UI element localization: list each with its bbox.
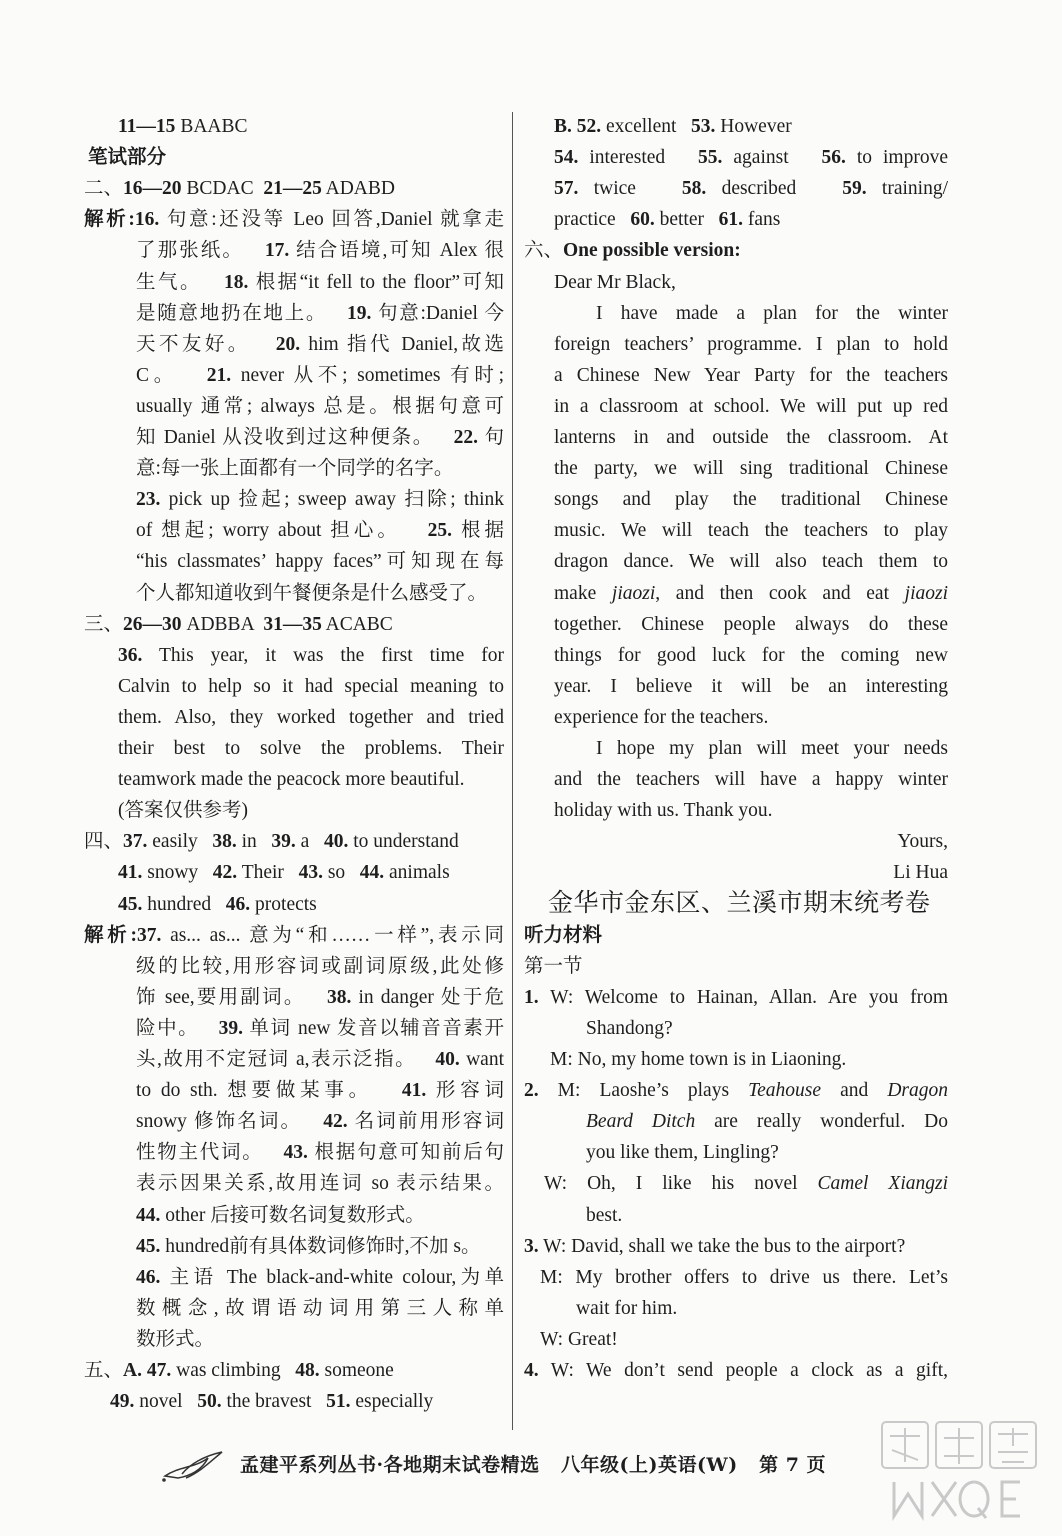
left-line: of 想起; worry about 担心。 25. 根据 [136, 520, 504, 542]
left-line: 数形式。 [136, 1328, 215, 1350]
right-line: 第一节 [524, 955, 583, 977]
right-line: I hope my plan will meet your needs [596, 738, 948, 759]
right-line: I have made a plan for the winter [596, 302, 948, 324]
left-line: “his classmates’ happy faces”可知现在每 [136, 551, 504, 573]
left-line: 险中。 39. 单词 new 发音以辅音音素开 [136, 1017, 504, 1039]
right-line: M: My brother offers to drive us there. Let’s [540, 1266, 948, 1288]
left-line: 表示因果关系,故用连词 so 表示结果。 [136, 1173, 504, 1195]
right-line: Shandong? [586, 1017, 673, 1039]
right-line: wait for him. [576, 1297, 678, 1319]
right-line: Dear Mr Black, [554, 271, 676, 293]
left-line: 46. 主语 The black-and-white colour,为单 [136, 1266, 504, 1288]
left-line: 45. hundred 46. protects [118, 893, 317, 915]
bird-logo-icon [160, 1446, 230, 1486]
left-line: to do sth. 想要做某事。 41. 形容词 [136, 1080, 504, 1102]
right-line: foreign teachers’ programme. I plan to hold [554, 333, 948, 355]
left-line: (答案仅供参考) [118, 800, 248, 822]
left-line: 四、37. easily 38. in 39. a 40. to understand [84, 831, 459, 853]
left-line: 五、A. 47. was climbing 48. someone [84, 1360, 394, 1381]
left-line: 天不友好。 20. him 指代 Daniel,故选 [136, 333, 504, 355]
right-line: 54. interested 55. against 56. to improve [554, 147, 948, 169]
right-line: 3. W: David, shall we take the bus to the airport? [524, 1235, 906, 1257]
left-line: 三、26—30 ADBBA 31—35 ACABC [84, 613, 393, 635]
right-line: year. I believe it will be an interesting [554, 675, 948, 697]
left-line: 45. hundred前有具体数词修饰时,不加 s。 [136, 1235, 481, 1257]
right-line: together. Chinese people always do these [554, 613, 948, 635]
right-line: songs and play the traditional Chinese [554, 489, 948, 511]
left-line: 数概念,故谓语动词用第三人称单 [136, 1297, 504, 1319]
left-line: 二、16—20 BCDAC 21—25 ADABD [84, 178, 395, 200]
left-line: 生气。 18. 根据“it fell to the floor”可知 [136, 271, 504, 293]
left-line: 个人都知道收到午餐便条是什么感受了。 [136, 582, 488, 604]
right-line: holiday with us. Thank you. [554, 800, 773, 822]
left-line: Calvin to help so it had special meaning to [118, 675, 504, 697]
right-line: M: No, my home town is in Liaoning. [550, 1049, 847, 1070]
right-line: 六、One possible version: [524, 240, 741, 262]
right-line: things for good luck for the coming new [554, 644, 948, 666]
left-line: them. Also, they worked together and tried [118, 706, 504, 728]
left-line: 了那张纸。 17. 结合语境,可知 Alex 很 [136, 240, 504, 262]
left-line: 笔试部分 [88, 147, 167, 169]
right-line: W: Oh, I like his novel Camel Xiangzi [544, 1173, 948, 1195]
right-line: 57. twice 58. described 59. training/ [554, 178, 948, 200]
left-line: C。 21. never 从不; sometimes 有时; [136, 364, 504, 386]
left-line: 解析:16. 句意:还没等 Leo 回答,Daniel 就拿走 [84, 209, 504, 231]
right-line: W: Great! [540, 1328, 618, 1350]
right-line: dragon dance. We will also teach them to [554, 551, 948, 573]
right-line: you like them, Lingling? [586, 1142, 779, 1164]
left-line: 饰 see,要用副词。 38. in danger 处于危 [136, 986, 504, 1008]
left-line: 49. novel 50. the bravest 51. especially [110, 1391, 434, 1413]
left-line: 11—15 BAABC [118, 116, 248, 137]
right-line: experience for the teachers. [554, 706, 769, 728]
right-line: 听力材料 [524, 924, 603, 946]
right-line: and the teachers will have a happy winter [554, 769, 948, 791]
right-line: in a classroom at school. We will put up red [554, 395, 948, 417]
right-line: 2. M: Laoshe’s plays Teahouse and Dragon [524, 1080, 949, 1102]
left-line: 级的比较,用形容词或副词原级,此处修 [136, 955, 504, 977]
right-line: a Chinese New Year Party for the teachers [554, 364, 948, 386]
footer-text: 孟建平系列丛书·各地期末试卷精选 八年级(上)英语(W) 第 7 页 [240, 1454, 827, 1476]
right-line: practice 60. better 61. fans [554, 209, 781, 231]
left-line: 头,故用不定冠词 a,表示泛指。 40. want [136, 1049, 505, 1070]
left-line: 是随意地扔在地上。 19. 句意:Daniel 今 [136, 302, 504, 324]
left-line: teamwork made the peacock more beautiful. [118, 769, 465, 791]
right-line: 1. W: Welcome to Hainan, Allan. Are you from [524, 986, 948, 1008]
left-line: 36. This year, it was the first time for [118, 644, 504, 666]
left-line: 44. other 后接可数名词复数形式。 [136, 1204, 425, 1226]
section-title: 金华市金东区、兰溪市期末统考卷 [548, 887, 931, 917]
left-line: 23. pick up 捡起; sweep away 扫除; think [136, 489, 504, 511]
right-line: the party, we will sing traditional Chinese [554, 458, 948, 480]
left-line: 知 Daniel 从没收到过这种便条。 22. 句 [136, 427, 504, 448]
left-line: 41. snowy 42. Their 43. so 44. animals [118, 862, 450, 884]
right-line: music. We will teach the teachers to play [554, 520, 948, 542]
left-line: 解析:37. as... as... 意为“和……一样”,表示同 [84, 924, 504, 946]
left-line: snowy 修饰名词。 42. 名词前用形容词 [136, 1111, 504, 1133]
right-line: lanterns in and outside the classroom. At [554, 427, 948, 448]
left-line: their best to solve the problems. Their [118, 738, 504, 759]
left-line: usually 通常; always 总是。根据句意可 [136, 395, 504, 417]
right-line: Li Hua [893, 862, 948, 884]
right-line: Beard Ditch are really wonderful. Do [586, 1111, 948, 1133]
right-line: best. [586, 1204, 623, 1226]
right-line: 4. W: We don’t send people a clock as a gift, [524, 1360, 948, 1381]
right-line: B. 52. excellent 53. However [554, 116, 792, 137]
left-line: 意:每一张上面都有一个同学的名字。 [136, 458, 454, 480]
right-line: make jiaozi, and then cook and eat jiaozi [554, 582, 949, 604]
column-divider [512, 112, 513, 1430]
right-line: Yours, [897, 831, 948, 853]
left-line: 性物主代词。 43. 根据句意可知前后句 [136, 1142, 504, 1164]
watermark-logo [874, 1416, 1044, 1526]
